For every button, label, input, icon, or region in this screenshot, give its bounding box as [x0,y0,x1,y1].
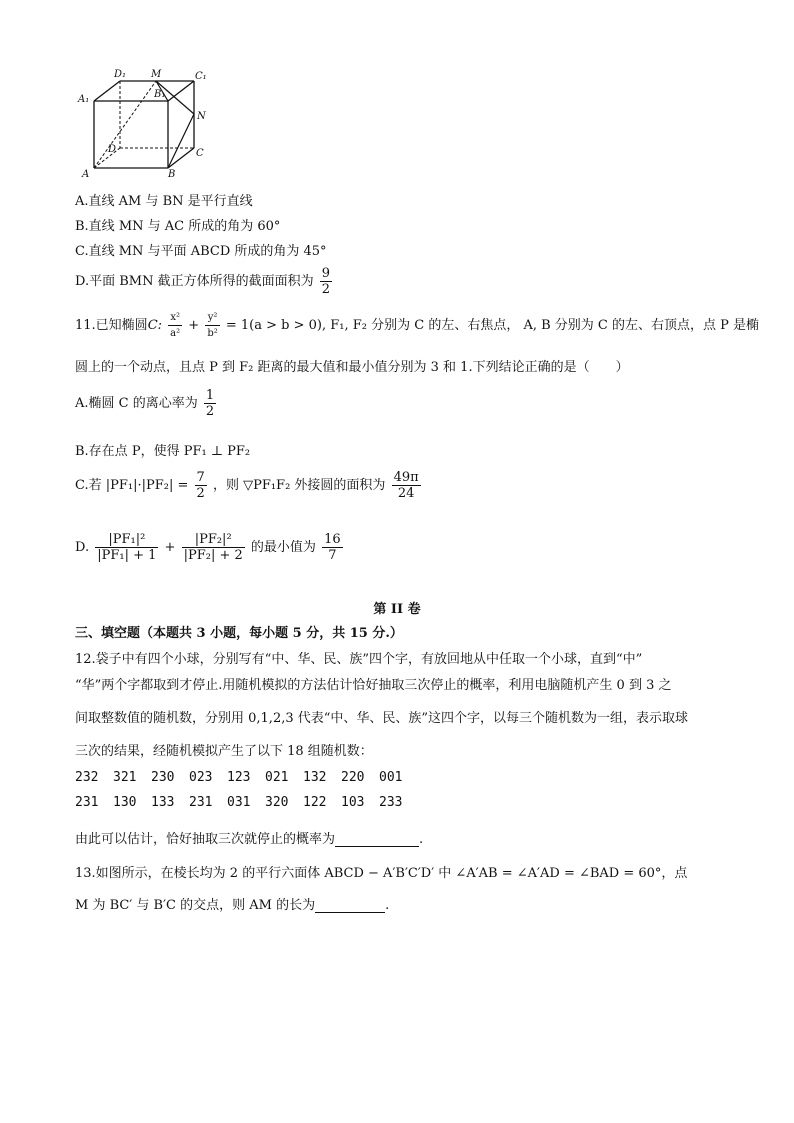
q11-option-c-text2: ，则 ▽PF₁F₂ 外接圆的面积为 [212,478,386,493]
frac-den: 24 [397,486,415,501]
frac-den: b² [207,328,218,339]
frac-den: |PF₂| + 2 [183,548,243,563]
random-number: 123 [227,770,251,785]
fraction-pf1 [95,532,158,563]
answer-blank[interactable] [335,832,419,847]
plus-sign: + [188,318,200,333]
q12-answer-text: 由此可以估计，恰好抽取三次就停止的概率为 [75,832,336,847]
q10-option-c: C.直线 MN 与平面 ABCD 所成的角为 45° [75,244,327,259]
cube-figure [74,68,214,180]
plus-sign: + [164,540,176,555]
q11-option-d [75,532,345,563]
random-number: 103 [341,795,365,810]
q11-option-c [75,470,423,501]
q11-option-a [75,388,218,419]
random-number: 233 [379,795,403,810]
label-a: A [82,169,90,180]
label-c1: C₁ [195,71,207,82]
random-number: 122 [303,795,327,810]
q11-option-c-text1: C.若 |PF₁|·|PF₂| = [75,478,189,493]
answer-blank[interactable] [315,898,385,913]
random-numbers-row2 [75,795,417,810]
random-numbers-row1 [75,770,417,785]
frac-num: |PF₁|² [95,532,158,548]
q12-line3: 间取整数值的随机数，分别用 0,1,2,3 代表“中、华、民、族”这四个字，以每三个随机数为一组，表示取球 [75,711,689,726]
random-number: 132 [303,770,327,785]
random-number: 232 [75,770,99,785]
q11-stem-line2: 圆上的一个动点，且点 P 到 F₂ 距离的最大值和最小值分别为 3 和 1.下列结论正确的是（ ） [75,360,629,375]
random-number: 231 [189,795,213,810]
random-number: 231 [75,795,99,810]
q12-answer-line [75,828,423,847]
frac-den: 7 [328,548,337,563]
random-number: 220 [341,770,365,785]
fraction-7-2 [195,470,207,501]
frac-num: 49π [393,470,419,485]
q12-line2: “华”两个字都取到才停止.用随机模拟的方法估计恰好抽取三次停止的概率，利用电脑随机产生 0 到 3 之 [75,678,672,693]
frac-num: 7 [196,470,205,485]
random-number: 130 [113,795,137,810]
label-b: B [168,169,176,180]
q12-line1: 12.袋子中有四个小球，分别写有“中、华、民、族”四个字，有放回地从中任取一个小球，直到“中” [75,652,643,667]
fraction-9-2 [320,266,332,297]
frac-num: 16 [324,532,341,547]
section-heading: 三、填空题（本题共 3 小题，每小题 5 分，共 15 分.） [75,626,403,641]
label-c: C [196,148,204,159]
q11-option-a-text: A.椭圆 C 的离心率为 [75,396,198,411]
q13-line1: 13.如图所示，在棱长均为 2 的平行六面体 ABCD − A′B′C′D′ 中 ∠A′AB = ∠A′AD = ∠BAD = 60°，点 [75,866,688,881]
frac-num: x² [168,310,182,326]
q11-stem-rest: = 1(a > b > 0), F₁, F₂ 分别为 C 的左、右焦点， A, B 分别为 C 的左、右顶点，点 P 是椭 [225,318,760,333]
label-n: N [197,111,206,122]
frac-den: |PF₁| + 1 [97,548,157,563]
label-b1: B₁ [154,89,166,100]
frac-num: 9 [321,266,331,281]
q11-number: 11.已知椭圆 [75,318,148,333]
q11-option-d-label: D. [75,540,90,555]
random-number: 321 [113,770,137,785]
q10-option-b: B.直线 MN 与 AC 所成的角为 60° [75,219,281,234]
fraction-1-2 [204,388,216,419]
fraction-49pi-24 [392,470,421,501]
random-number: 031 [227,795,251,810]
q13-line2-text: M 为 BC′ 与 B′C 的交点，则 AM 的长为 [75,898,316,913]
random-number: 021 [265,770,289,785]
label-m: M [151,69,162,80]
label-d: D [108,144,117,155]
frac-den: 2 [321,282,331,297]
frac-den: a² [170,328,181,339]
q13-line2 [75,894,389,913]
frac-den: 2 [196,486,205,501]
random-number: 230 [151,770,175,785]
part-title: 第 II 卷 [373,602,421,617]
q10-option-a: A.直线 AM 与 BN 是平行直线 [75,194,253,209]
q10-option-d-text: D.平面 BMN 截正方体所得的截面面积为 [75,274,314,289]
label-d1: D₁ [114,69,127,80]
label-a1: A₁ [78,94,90,105]
q11-option-b: B.存在点 P，使得 PF₁ ⊥ PF₂ [75,444,251,459]
frac-den: 2 [205,404,215,419]
frac-num: 1 [205,388,215,403]
period: . [385,898,390,913]
fraction-y2-b2 [205,310,219,341]
q11-c-label: C: [147,318,163,333]
random-number: 023 [189,770,213,785]
frac-num: y² [205,310,219,326]
fraction-x2-a2 [168,310,182,341]
fraction-pf2 [182,532,245,563]
period: . [419,832,424,847]
random-number: 001 [379,770,403,785]
q12-line4: 三次的结果，经随机模拟产生了以下 18 组随机数： [75,744,373,759]
random-number: 320 [265,795,289,810]
frac-num: |PF₂|² [182,532,245,548]
q10-option-d [75,266,334,297]
q11-stem-line1 [75,310,759,341]
random-number: 133 [151,795,175,810]
fraction-16-7 [322,532,343,563]
q11-option-d-text: 的最小值为 [250,540,316,555]
